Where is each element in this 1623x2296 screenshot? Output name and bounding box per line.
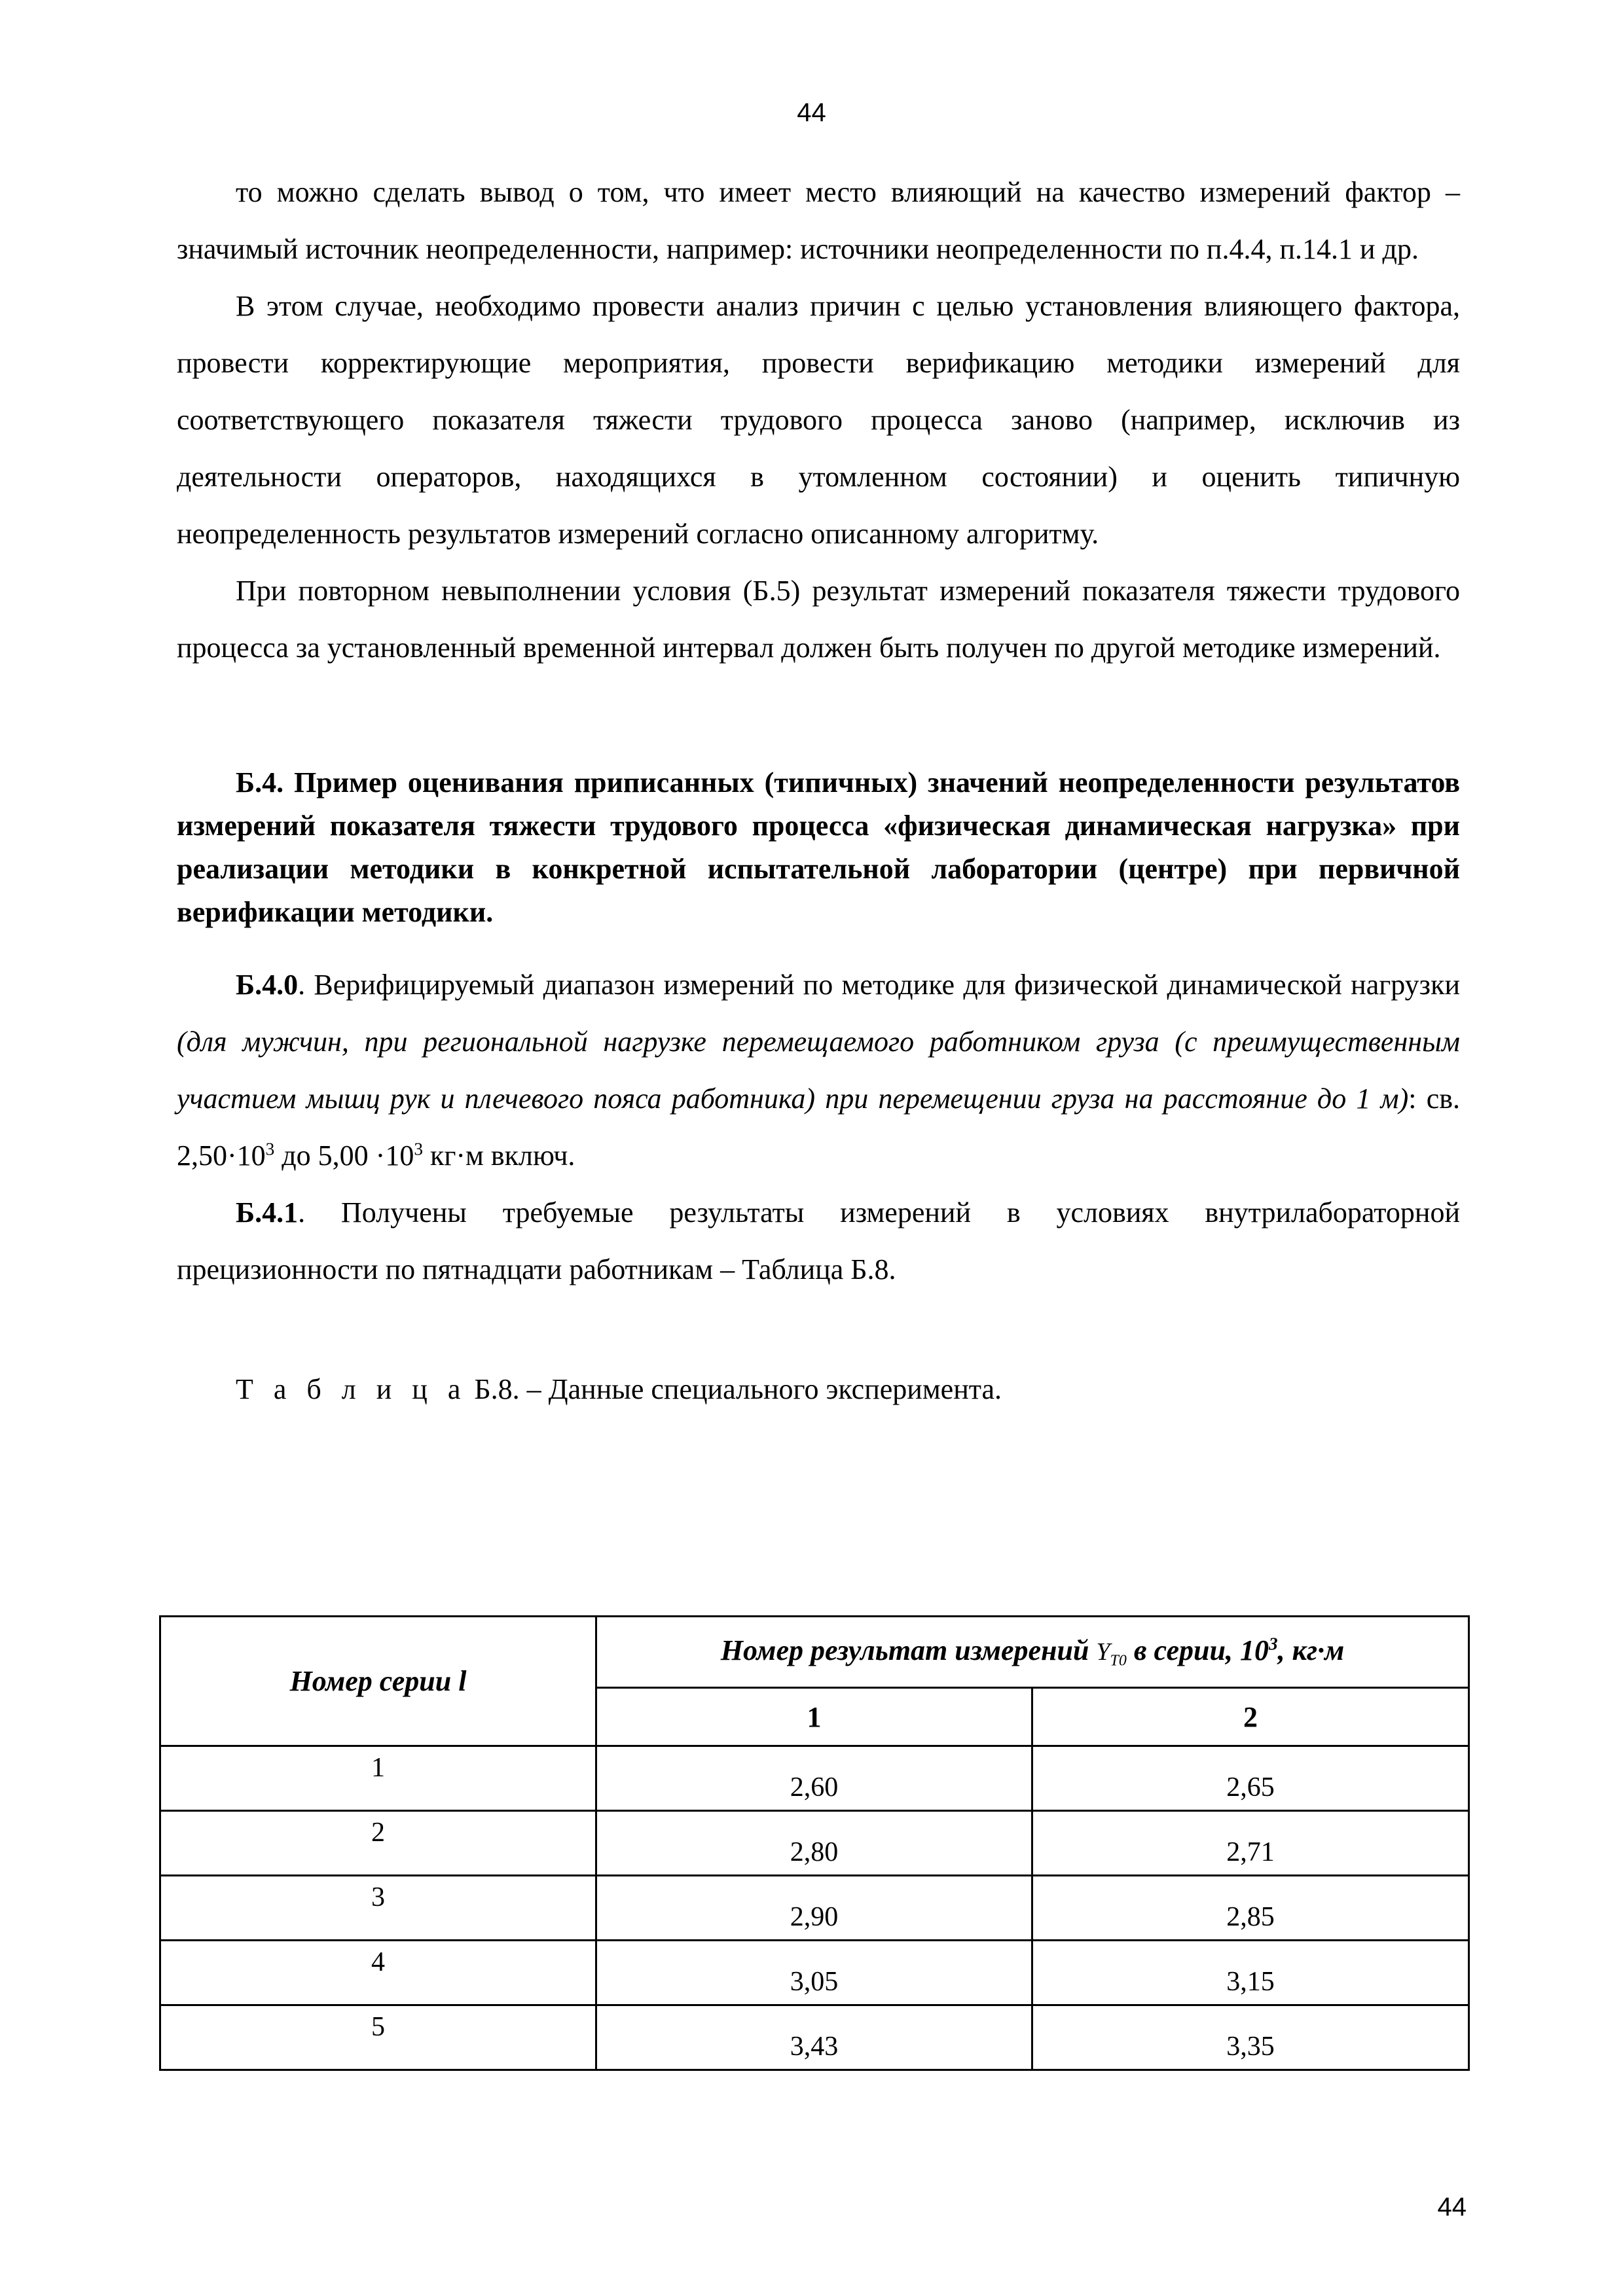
cell-series: 4 xyxy=(160,1941,596,2005)
cell-value-1: 3,43 xyxy=(596,2005,1032,2070)
caption-label: Т а б л и ц а xyxy=(236,1373,467,1405)
paragraph-repeat-failure: При повторном невыполнении условия (Б.5) результат измерений показателя тяжести трудового процесса за установленный временной интервал должен быть получен по другой методике измерений. xyxy=(177,575,1460,664)
b40-range-from: : св. 2,50·10 xyxy=(177,1083,1461,1172)
cell-value-2: 3,35 xyxy=(1032,2005,1469,2070)
paragraph-b40 xyxy=(177,956,1460,1184)
b40-range-to: до 5,00 ·10 xyxy=(274,1139,414,1172)
page-number-bottom: 44 xyxy=(1437,2193,1467,2221)
table-row xyxy=(160,2005,1469,2070)
cell-value-2: 2,65 xyxy=(1032,1746,1469,1811)
document-body xyxy=(177,164,1460,1413)
b40-italic-conditions: (для мужчин, при региональной нагрузке перемещаемого работником груза (с преимущественным участием мышц рук и плечевого пояса работника) при перемещении груза на расстояние до 1 м) xyxy=(177,1026,1460,1115)
cell-value-2: 2,85 xyxy=(1032,1876,1469,1941)
b40-label: Б.4.0 xyxy=(236,969,299,1001)
b41-text: . Получены требуемые результаты измерений в условиях внутрилабораторной прецизионности по пятнадцати работникам – Таблица Б.8. xyxy=(177,1196,1460,1285)
table-row xyxy=(160,1941,1469,2005)
page-number-top: 44 xyxy=(797,98,826,127)
b40-exp-1: 3 xyxy=(265,1139,275,1159)
section-heading-b4: Б.4. Пример оценивания приписанных (типичных) значений неопределенности результатов измерений показателя тяжести трудового процесса «физическая динамическая нагрузка» при реализации методики в конкретной испытательной лаборатории (центре) при первичной верификации методики. xyxy=(177,766,1460,928)
paragraph-b41 xyxy=(177,1184,1460,1298)
cell-value-1: 2,60 xyxy=(596,1746,1032,1811)
cell-value-1: 2,90 xyxy=(596,1876,1032,1941)
b40-exp-2: 3 xyxy=(414,1139,423,1159)
cell-value-1: 3,05 xyxy=(596,1941,1032,2005)
cell-series: 2 xyxy=(160,1811,596,1876)
table-caption xyxy=(236,1370,1460,1409)
cell-series: 3 xyxy=(160,1876,596,1941)
table-row xyxy=(160,1811,1469,1876)
table-row xyxy=(160,1746,1469,1811)
result-symbol: $Y_{T0}$ xyxy=(1096,1638,1127,1670)
cell-series: 1 xyxy=(160,1746,596,1811)
caption-text: Б.8. – Данные специального эксперимента. xyxy=(467,1373,1002,1405)
subheader-1: 1 xyxy=(596,1688,1032,1746)
cell-series: 5 xyxy=(160,2005,596,2070)
b40-text-start: . Верифицируемый диапазон измерений по методике для физической динамической нагрузки xyxy=(298,969,1460,1001)
paragraph-continuation: то можно сделать вывод о том, что имеет место влияющий на качество измерений фактор – значимый источник неопределенности, например: источники неопределенности по п.4.4, п.14.1 и др. xyxy=(177,176,1460,265)
cell-value-2: 3,15 xyxy=(1032,1941,1469,2005)
b40-unit: кг·м включ. xyxy=(422,1139,575,1172)
subheader-2: 2 xyxy=(1032,1688,1469,1746)
cell-value-1: 2,80 xyxy=(596,1811,1032,1876)
b41-label: Б.4.1 xyxy=(236,1196,299,1229)
header-result: Номер результат измерений $Y_{T0}$ в серии, $10^3$, кг·м xyxy=(596,1617,1469,1688)
data-table xyxy=(159,1615,1470,2071)
cell-value-2: 2,71 xyxy=(1032,1811,1469,1876)
paragraph-corrective-actions: В этом случае, необходимо провести анализ причин с целью установления влияющего фактора, провести корректирующие мероприятия, провести верификацию методики измерений для соответствующего показателя тяжести трудового процесса заново (например, исключив из деятельности операторов, находящихся в утомленном состоянии) и оценить типичную неопределенность результатов измерений согласно описанному алгоритму. xyxy=(177,290,1460,550)
header-series: Номер серии l xyxy=(160,1617,596,1746)
table-row xyxy=(160,1876,1469,1941)
